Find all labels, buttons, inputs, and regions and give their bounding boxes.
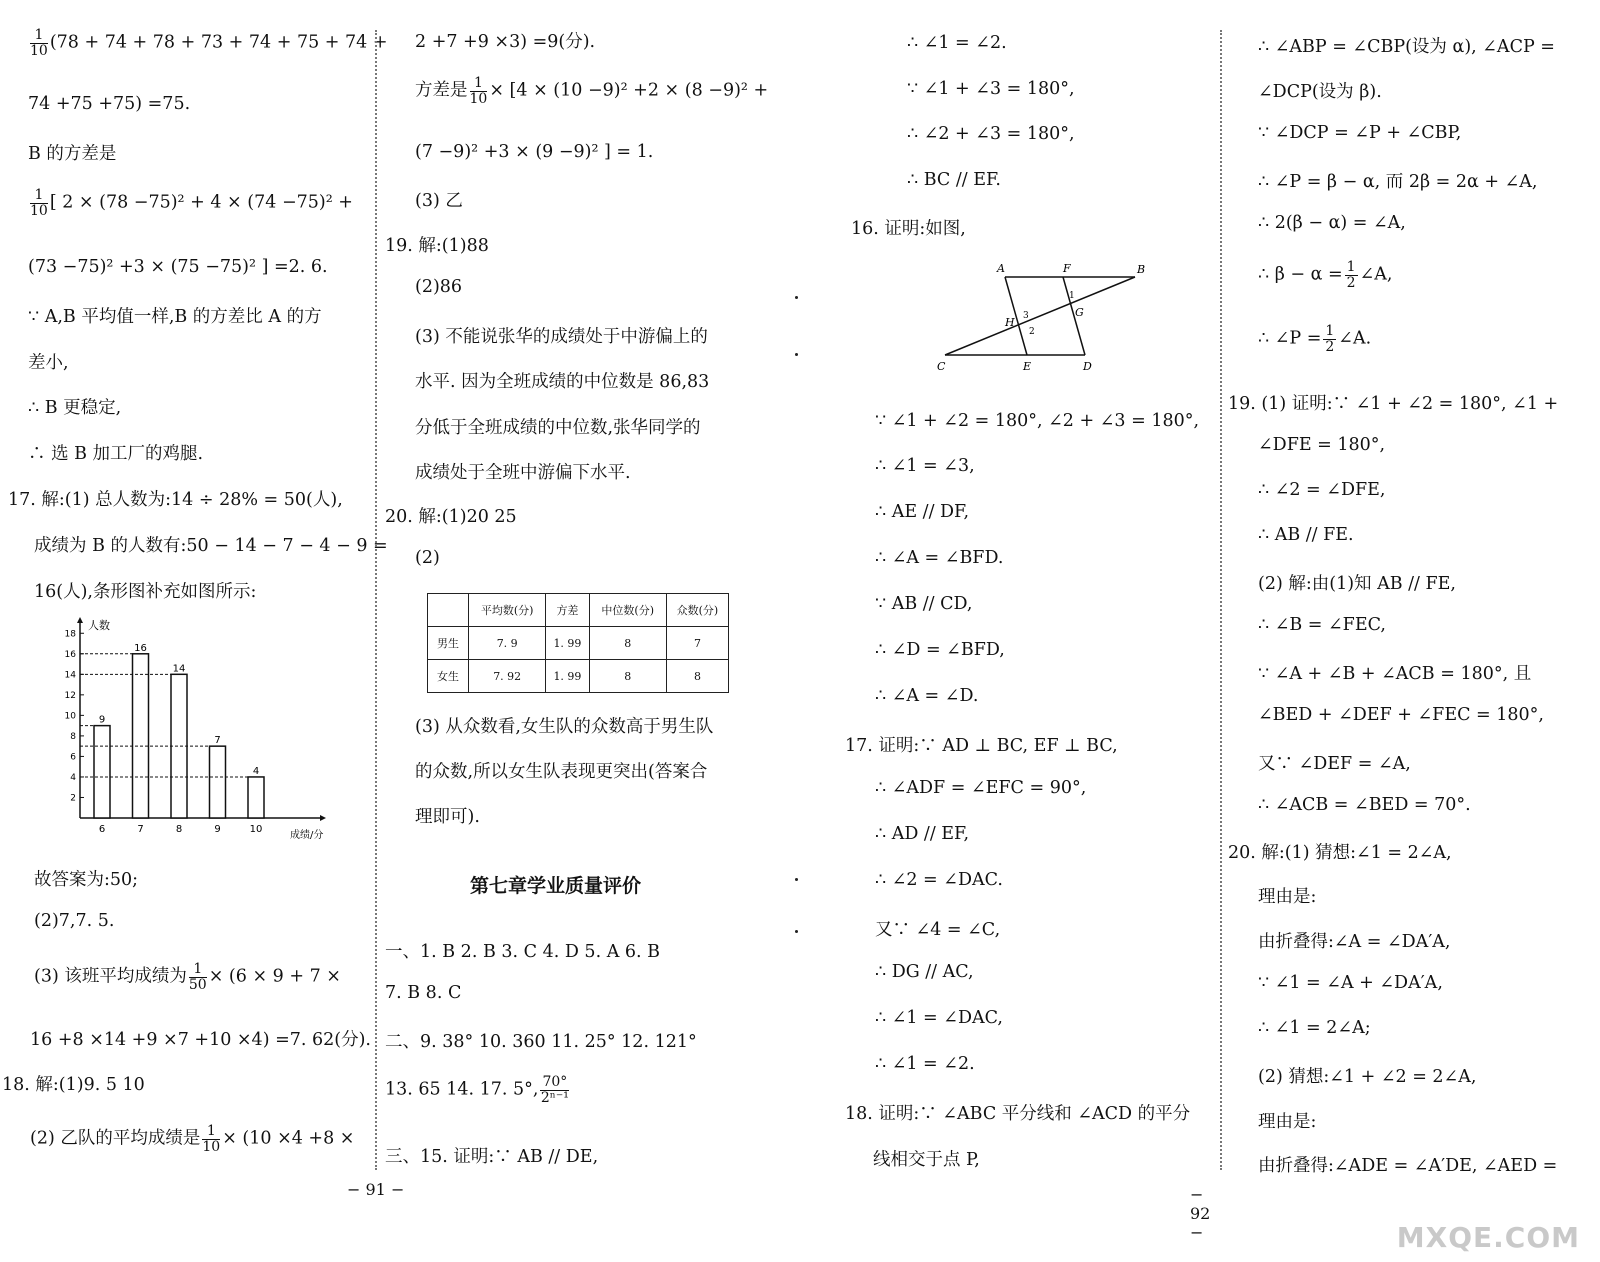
bar <box>94 726 110 818</box>
table-cell: 7. 9 <box>469 627 546 660</box>
text-line: ∴ ∠1 = ∠2. <box>907 33 1007 53</box>
text-line: ∠DCP(设为 β). <box>1258 82 1382 102</box>
y-tick-label: 4 <box>70 772 76 783</box>
text-line: ∴ ∠2 = ∠DFE, <box>1258 480 1386 500</box>
text-line: ∴ ∠P = β − α, 而 2β = 2α + ∠A, <box>1258 172 1538 192</box>
bar-value-label: 16 <box>134 642 147 654</box>
text-line: 线相交于点 P, <box>873 1150 980 1170</box>
point-label-f: F <box>1063 262 1071 275</box>
text-line: (3) 该班平均成绩为 $\frac{1}{50}$ × (6 × 9 + 7 × <box>34 961 341 993</box>
text-line: (2) 猜想:∠1 + ∠2 = 2∠A, <box>1258 1067 1477 1087</box>
table-cell: 女生 <box>428 660 469 693</box>
table-header-cell <box>428 594 469 627</box>
text-line: 差小, <box>28 353 69 373</box>
text-line: ∴ AD // EF, <box>875 824 970 844</box>
text-line: ∵ ∠1 + ∠2 = 180°, ∠2 + ∠3 = 180°, <box>875 411 1200 431</box>
angle-label-3: 3 <box>1023 311 1029 321</box>
angle-label-1: 1 <box>1069 291 1075 301</box>
text-line: (7 −9)² +3 × (9 −9)² ] = 1. <box>415 142 654 162</box>
text-line: (3) 不能说张华的成绩处于中游偏上的 <box>415 327 708 347</box>
text-line: 16. 证明:如图, <box>851 219 966 239</box>
table-header-row <box>428 594 729 627</box>
scan-dot <box>795 878 798 881</box>
text-line: 74 +75 +75) =75. <box>28 94 191 114</box>
text-line: 故答案为:50; <box>34 870 139 890</box>
y-tick-label: 18 <box>64 629 76 640</box>
text-line: (73 −75)² +3 × (75 −75)² ] =2. 6. <box>28 257 328 277</box>
text-line: 分低于全班成绩的中位数,张华同学的 <box>415 418 701 438</box>
stats-table <box>427 593 729 693</box>
x-tick-label: 9 <box>214 824 221 835</box>
text-line: 理由是: <box>1258 887 1317 907</box>
text-line: ∴ ∠ADF = ∠EFC = 90°, <box>875 778 1087 798</box>
fraction: $\frac{70^\circ}{\text{2ⁿ⁻¹}}$ <box>540 1074 569 1106</box>
y-tick-label: 16 <box>64 649 76 660</box>
x-tick-label: 6 <box>98 824 106 835</box>
bar-value-label: 9 <box>98 714 106 726</box>
angle-label-2: 2 <box>1029 327 1035 337</box>
table-cell: 8 <box>589 660 666 693</box>
fraction: $\frac{1}{50}$ <box>188 961 207 993</box>
text-line: ∴ DG // AC, <box>875 962 974 982</box>
text-line: 13. 65 14. 17. 5°, $\frac{70^\circ}{\text{2ⁿ⁻¹}}$ <box>385 1074 569 1106</box>
text-line: ∵ ∠1 = ∠A + ∠DA′A, <box>1258 973 1443 993</box>
text-line: (3) 乙 <box>415 191 463 211</box>
text-line: ∴ ∠A = ∠BFD. <box>875 548 1004 568</box>
text-line: ∴ ∠D = ∠BFD, <box>875 640 1005 660</box>
scan-dot <box>795 296 798 299</box>
table-header-cell: 平均数(分) <box>469 594 546 627</box>
text-line: 理即可). <box>415 807 480 827</box>
scan-dot <box>795 930 798 933</box>
text-line: ∴ ∠1 = ∠DAC, <box>875 1008 1003 1028</box>
line-cb <box>945 277 1135 355</box>
y-tick-label: 8 <box>70 731 76 742</box>
text-line: ∵ AB // CD, <box>875 594 973 614</box>
column-divider <box>375 30 377 1170</box>
text-line: 19. 解:(1)88 <box>385 236 489 256</box>
bar-value-label: 7 <box>214 735 221 747</box>
point-label-h: H <box>1005 316 1015 329</box>
y-tick-label: 10 <box>64 711 76 722</box>
text-line: ∠DFE = 180°, <box>1258 435 1386 455</box>
text-line: 7. B 8. C <box>385 983 462 1003</box>
point-label-a: A <box>997 262 1005 275</box>
fraction: $\frac{1}{10}$ <box>202 1123 221 1155</box>
text-line: ∴ ∠2 = ∠DAC. <box>875 870 1003 890</box>
y-tick-label: 6 <box>70 752 76 763</box>
text-line: 20. 解:(1) 猜想:∠1 = 2∠A, <box>1228 843 1452 863</box>
text-line: 由折叠得:∠A = ∠DA′A, <box>1258 932 1451 952</box>
text-line: ∴ ∠ABP = ∠CBP(设为 α), ∠ACP = <box>1258 37 1555 57</box>
x-axis-arrow <box>320 815 326 821</box>
text-line: ∴ ∠ACB = ∠BED = 70°. <box>1258 795 1471 815</box>
point-label-g: G <box>1075 306 1084 319</box>
text-line: (3) 从众数看,女生队的众数高于男生队 <box>415 717 714 737</box>
text-line: (2)7,7. 5. <box>34 911 115 931</box>
point-label-d: D <box>1083 360 1092 373</box>
bar-value-label: 4 <box>252 765 260 777</box>
page-number: − 91 − <box>347 1180 405 1199</box>
text-line: (2) <box>415 548 440 568</box>
x-axis-label: 成绩/分 <box>290 830 324 841</box>
text-line: ∴ ∠P = $\frac{1}{2}$ ∠A. <box>1258 323 1372 355</box>
text-line: 水平. 因为全班成绩的中位数是 86,83 <box>415 372 710 392</box>
table-row <box>428 660 729 693</box>
text-line: 方差是 $\frac{1}{10}$ × [4 × (10 −9)² +2 × (8 −9)² + <box>415 75 769 107</box>
text-line: 又∵ ∠4 = ∠C, <box>875 920 1001 940</box>
text-line: $\frac{1}{10}$ [ 2 × (78 −75)² + 4 × (74 −75)² + <box>30 187 353 219</box>
fraction: $\frac{1}{10}$ <box>30 27 48 59</box>
table-cell: 7. 92 <box>469 660 546 693</box>
text-line: 16 +8 ×14 +9 ×7 +10 ×4) =7. 62(分). <box>30 1030 371 1050</box>
table-cell: 7 <box>666 627 728 660</box>
text-line: 18. 证明:∵ ∠ABC 平分线和 ∠ACD 的平分 <box>845 1104 1191 1124</box>
text-line: B 的方差是 <box>28 144 117 164</box>
text-line: 理由是: <box>1258 1112 1317 1132</box>
y-axis-label: 人数 <box>88 619 110 632</box>
table-cell: 1. 99 <box>546 660 589 693</box>
table-header-cell: 中位数(分) <box>589 594 666 627</box>
text-line: (2) 解:由(1)知 AB // FE, <box>1258 574 1456 594</box>
column-4 <box>1228 0 1593 1180</box>
column-1 <box>2 0 388 1180</box>
text-line: 16(人),条形图补充如图所示: <box>34 582 257 602</box>
table-cell: 1. 99 <box>546 627 589 660</box>
fraction: $\frac{1}{2}$ <box>1346 259 1356 291</box>
text-line: ∴ β − α = $\frac{1}{2}$ ∠A, <box>1258 259 1393 291</box>
x-tick-label: 8 <box>175 824 183 835</box>
point-label-c: C <box>937 360 946 373</box>
text-line: ∵ ∠A + ∠B + ∠ACB = 180°, 且 <box>1258 664 1532 684</box>
text-line: ∴ ∠B = ∠FEC, <box>1258 615 1386 635</box>
text-line: $\frac{1}{10}$ (78 + 74 + 78 + 73 + 74 + 75 + 74 + <box>30 27 388 59</box>
bar <box>210 746 226 818</box>
text-line: ∵ ∠1 + ∠3 = 180°, <box>907 79 1075 99</box>
text-line: ∴ ∠A = ∠D. <box>875 686 979 706</box>
column-divider <box>1220 30 1222 1170</box>
text-line: 成绩为 B 的人数有:50 − 14 − 7 − 4 − 9 = <box>34 536 388 556</box>
bar <box>171 674 187 818</box>
table-cell: 8 <box>589 627 666 660</box>
text-line: 17. 解:(1) 总人数为:14 ÷ 28% = 50(人), <box>8 490 343 510</box>
bar-chart <box>58 615 378 845</box>
text-line: ∴ AE // DF, <box>875 502 970 522</box>
x-tick-label: 10 <box>249 824 263 835</box>
text-line: 又∵ ∠DEF = ∠A, <box>1258 754 1411 774</box>
point-label-e: E <box>1023 360 1032 373</box>
fraction: $\frac{1}{10}$ <box>469 75 488 107</box>
text-line: 20. 解:(1)20 25 <box>385 507 517 527</box>
text-line: ∴ AB // FE. <box>1258 525 1354 545</box>
text-line: ∴ B 更稳定, <box>28 398 122 418</box>
text-line: ∴ 2(β − α) = ∠A, <box>1258 213 1406 233</box>
bar <box>133 654 149 818</box>
section-heading: 第七章学业质量评价 <box>470 875 642 897</box>
text-line: 二、9. 38° 10. 360 11. 25° 12. 121° <box>385 1032 697 1052</box>
fraction: $\frac{1}{2}$ <box>1325 323 1335 355</box>
text-line: ∴ ∠1 = ∠2. <box>875 1054 975 1074</box>
table-row <box>428 627 729 660</box>
table-header-cell: 众数(分) <box>666 594 728 627</box>
text-line: ∴ ∠1 = 2∠A; <box>1258 1018 1371 1038</box>
text-line: ∴ 选 B 加工厂的鸡腿. <box>28 444 204 464</box>
text-line: 19. (1) 证明:∵ ∠1 + ∠2 = 180°, ∠1 + <box>1228 394 1559 414</box>
y-tick-label: 14 <box>64 670 76 681</box>
text-line: 2 +7 +9 ×3) =9(分). <box>415 32 596 52</box>
text-line: ∵ ∠DCP = ∠P + ∠CBP, <box>1258 123 1462 143</box>
text-line: ∴ ∠2 + ∠3 = 180°, <box>907 124 1075 144</box>
watermark-logo: MXQE.COM <box>1396 1221 1580 1254</box>
text-line: 17. 证明:∵ AD ⊥ BC, EF ⊥ BC, <box>845 736 1118 756</box>
fraction: $\frac{1}{10}$ <box>30 187 48 219</box>
point-label-b: B <box>1137 263 1146 276</box>
table-cell: 男生 <box>428 627 469 660</box>
text-line: 成绩处于全班中游偏下水平. <box>415 463 631 483</box>
bar <box>248 777 264 818</box>
bar-value-label: 14 <box>172 663 186 675</box>
text-line: ∴ ∠1 = ∠3, <box>875 456 975 476</box>
table-header-cell: 方差 <box>546 594 589 627</box>
column-3 <box>845 0 1215 1242</box>
text-line: 的众数,所以女生队表现更突出(答案合 <box>415 762 708 782</box>
geometry-diagram <box>935 258 1175 378</box>
y-tick-label: 12 <box>64 690 76 701</box>
table-cell: 8 <box>666 660 728 693</box>
text-line: 三、15. 证明:∵ AB // DE, <box>385 1147 599 1167</box>
text-line: (2)86 <box>415 277 463 297</box>
text-line: ∵ A,B 平均值一样,B 的方差比 A 的方 <box>28 307 322 327</box>
page-number: − 92 − <box>1190 1185 1211 1242</box>
text-line: ∠BED + ∠DEF + ∠FEC = 180°, <box>1258 705 1544 725</box>
text-line: 一、1. B 2. B 3. C 4. D 5. A 6. B <box>385 942 661 962</box>
text-line: 由折叠得:∠ADE = ∠A′DE, ∠AED = <box>1258 1156 1558 1176</box>
y-axis-arrow <box>77 617 83 623</box>
scan-dot <box>795 353 798 356</box>
column-2 <box>347 0 769 1199</box>
text-line: ∴ BC // EF. <box>907 170 1001 190</box>
y-tick-label: 2 <box>70 793 76 804</box>
text-line: (2) 乙队的平均成绩是 $\frac{1}{10}$ × (10 ×4 +8 × <box>30 1123 355 1155</box>
text-line: 18. 解:(1)9. 5 10 <box>2 1075 145 1095</box>
x-tick-label: 7 <box>137 824 144 835</box>
